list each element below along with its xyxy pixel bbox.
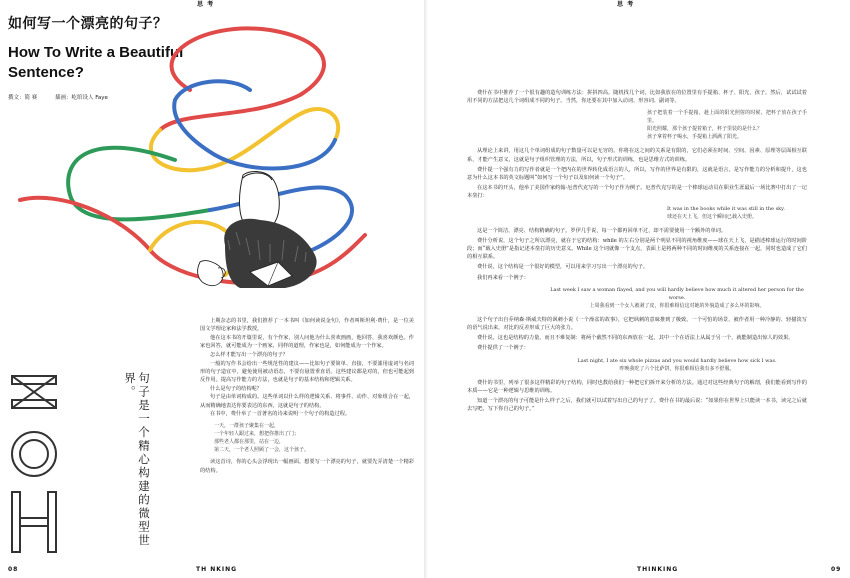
ribbon-blue [174,81,335,168]
paragraph: 这个句子出自乔纳森·斯威夫特的讽刺小说《一个澡盆的故事》，它把讽刺的意味推到了极致。一个可怕的场景，被作者用一种冷静的、轻描淡写的语气说出来，对比的反差形成了巨大的张力。 [467,316,807,332]
left-body-column [200,317,414,475]
vertical-tagline: 句子是一个精心构建的微型世界。 [123,372,151,548]
quote-english: Last week I saw a woman flayed, and you will hardly believe how much it altered her person for the worse. [550,286,804,301]
vertical-outline-title [4,372,66,558]
quote-line: 孩子把装着一个手提箱、趁上面的阳光照射的时候，把杯子放在孩子手里。 [647,110,807,125]
poem-line: 一天，一群孩子聚集在一起， [214,423,280,430]
paragraph: 知道一个漂亮的句子可能是什么样子之后，我们就可以试着写出自己的句子了。费什在书的最后说：“如果你在世界上只能读一本书，读完之后就去写吧，写下你自己的句子。” [467,398,807,413]
quote-line: 阳光照耀，那个孩子提着箱子，杯子里装的是什么？ [647,126,763,133]
quote-chinese: 昨晚我吃了六个比萨饼，你很难相信我有多不舒服。 [619,365,735,372]
footer-left: TH NKING [196,566,238,573]
paragraph: 在这本书的开头，他举了美国作家约翰·厄普代克写的一个句子作为例子。厄普代克写的是一个棒球运动员在职业生涯最后一场比赛中打出了一记本垒打： [467,185,807,200]
paragraph: 在书中，费什举了一首著名的诗来说明一个句子的构造过程。 [210,411,351,418]
paragraph: 怎么样才能写出一个漂亮的句子？ [210,351,288,358]
paragraph: 句子是由单词构成的。这些单词以什么样的逻辑关系、将事件、动作、对象组合在一起，从而精确地表达你要表达的东西，这就是句子的结构。 [200,394,414,409]
page-number-left: 08 [8,566,19,573]
example-quote [647,109,807,141]
quote-line: 孩子拿着杯子喝水，手提箱上洒满了阳光。 [647,134,743,141]
paragraph: 什么是句子的结构呢？ [210,385,262,392]
illustrator-credit: 插画：屹绾设人 Faye [55,95,108,101]
ribbon-yellow-2 [150,222,237,275]
quote-chinese: 球还在天上飞，但这个瞬间已载入史册。 [667,213,758,220]
author-credit: 撰文：简 赛 [8,95,38,101]
page-number-right: 09 [831,566,842,573]
paragraph: 从理论上来讲，用这几个单词组成的句子数量可以是无穷的。你将在这之间的关系是有限的，它们必须在时间、空间、因素、原理等层面相互联系，才能产生意义，这就是句子组织管理的方法，所以，句子形式的训练，也是思维方式的训练。 [467,148,807,163]
running-head-right: 思 考 [617,1,635,8]
paragraph: 费什说，这个结构是一个很好的模型，可以用来学习写出一个漂亮的句子。 [477,264,649,271]
paragraph: 一般的写作书会给出一些规范性的建议——比如句子要简单、直接，不要滥用虚词与名词形的句子造宜中，避免使用被动语态，不要有悬置垂直语。这些建议都是对的，但也可能起到反作用。提高写作能力的方法，也就是句子的基本结构和逻辑关系。 [200,360,414,383]
illustration [0,0,425,330]
paragraph: 上期杂志的书里，我们推荐了一本书叫《如何读说金句》，作者叫斯坦利·费什，是一位美国文学理论家和法学教授。 [200,318,414,333]
quote-english: Last night, I ate six whole pizzas and you would hardly believe how sick I was. [577,357,777,364]
right-page [427,0,850,578]
paragraph: 我们再来看一个例子： [477,274,529,281]
poem-line: 第二天，一个老人照顾了一会，这个孩子。 [214,447,310,454]
poem-line: 那些老人都在那里，站在一边， [214,439,285,446]
paragraph: 费什在书中推荐了一个很有趣的造句训练方法：拼拼四高。随机找几个词，比如我放在的位置里有手提箱、杯子、阳光、孩子。然后，试试试着用不同的方法把这几个词组成不同的句子。当然，你还要在其中加入动词、形容词、副词等。 [467,90,807,105]
poem-line: 一个年轻人跟过来，想把你推出了门； [214,431,300,438]
poem-quote [214,422,414,454]
example-quote-swift [547,286,807,310]
paragraph: 他在这本书的开篇里说，有个作家，别人问他为什么喜欢画画，他回答，我喜欢颜色。作家也回答，就可能成为一个画家，同样的道理，作家也是，如何能成为一个作家。 [200,334,414,350]
title-english: How To Write a Beautiful Sentence? [8,44,184,81]
title-chinese: 如何写一个漂亮的句子？ [8,16,168,32]
example-quote-pizza [547,357,807,373]
paragraph: 读这首诗，你的心头会浮现出一幅画面。想要写一个漂亮的句子，就要先弄清楚一个精彩的结构。 [200,459,414,474]
example-quote-updike [667,205,807,221]
paragraph: 费什提一个强有力的写作者就是一个把内在的世界转化成语言的人，所以，写作的世界是有限的，这就是语言，是写作能力的分析和提升，这也意为什么这本书的英文标题叫“如何写一个句子以及如何读一个句子”。 [467,166,807,182]
running-head-left: 思 考 [197,1,215,8]
paragraph: 这是一个简洁、漂亮、结构精确的句子。罗伊几乎说，每一个都再回单不过，却不需要使用一个额外的单词。 [477,227,727,234]
right-body-column [467,89,807,415]
paragraph: 费什说，这也是结构的力量，而且不难复制：将两个截然不同的东西放在一起，其中一个在语法上从属于另一个，就能制造出惊人的效果。 [477,335,794,342]
quote-chinese: 上周我看到一个女人被剥了皮，你很难相信这对她的外貌造成了多么坏的影响。 [589,302,765,309]
paragraph: 费什的书里，列举了很多这样精彩的句子结构，同时也教给我们一种把它们拆开来分析的方法。通过对这些经典句子的解剖，我们能看到写作的本质——它是一种逻辑与思维的训练。 [467,379,807,394]
paragraph: 费什提供了一个例子： [477,345,529,352]
paragraph: 费什分析说，这个句子之所以漂亮，就在于它的结构：while 的左右分别是两个明显不同的视角维度——球在天上飞，是描述棒球运行的时间阶段；而“载入史册”是指记述本垒打的历史意义。While 这个词就像一个支点，表面上是将两种不同的时间维度的关系连接在一起，同时也造成了它们的相互联系。 [467,237,807,261]
footer-right: THINKING [637,566,679,573]
quote-english: It was in the books while it was still in the sky. [667,205,785,212]
